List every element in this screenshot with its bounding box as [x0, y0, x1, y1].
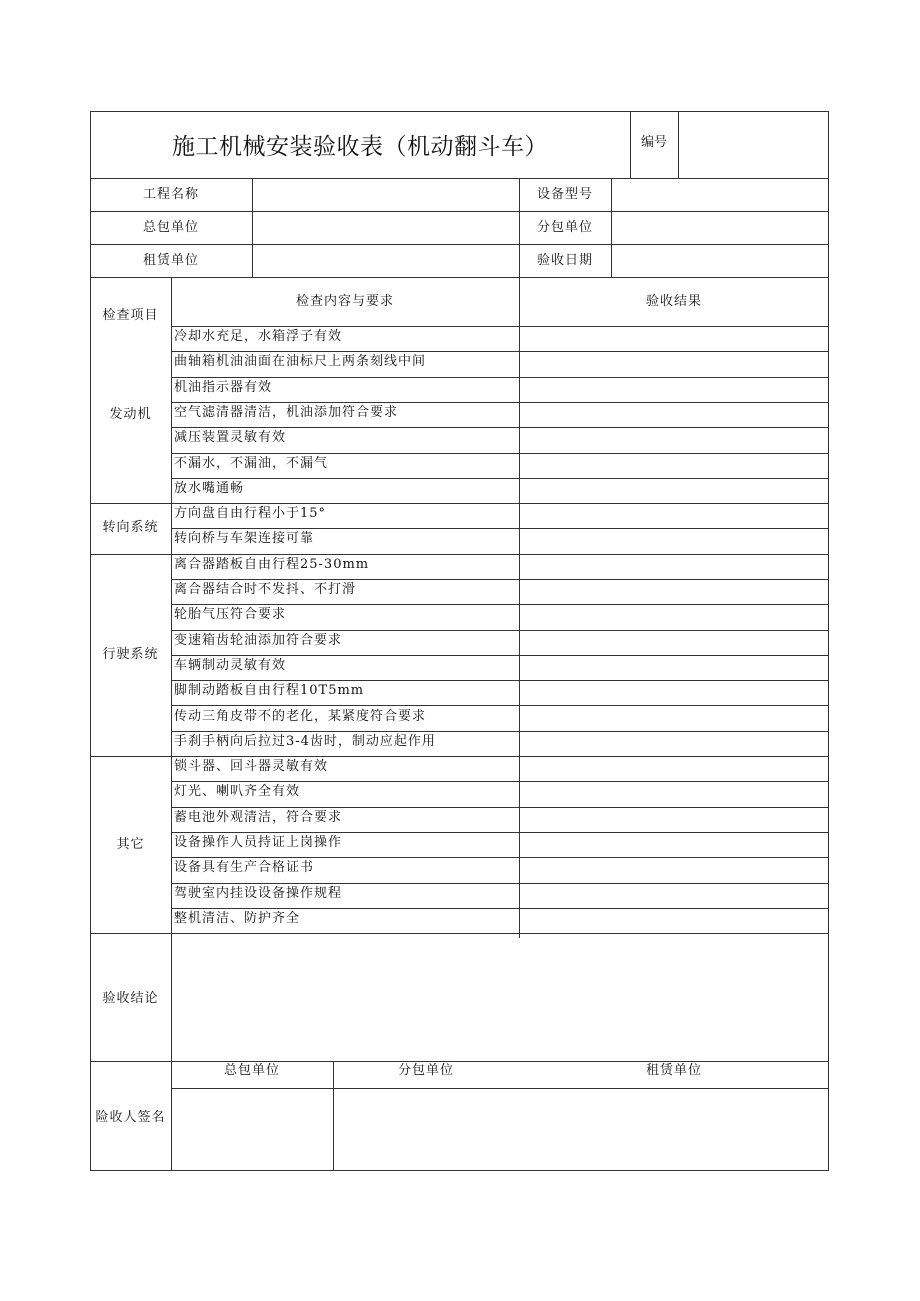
grid-line [171, 377, 829, 378]
check-item-text: 轮胎气压符合要求 [174, 607, 287, 623]
grid-line [171, 857, 829, 858]
grid-line [171, 604, 829, 605]
check-result-cell[interactable] [520, 428, 827, 451]
check-result-cell[interactable] [520, 808, 827, 831]
check-result-cell[interactable] [520, 454, 827, 477]
check-result-cell[interactable] [520, 681, 827, 704]
number-label: 编号 [640, 135, 667, 150]
grid-line [171, 478, 829, 479]
check-result-cell[interactable] [520, 858, 827, 881]
col-content-header: 检查内容与要求 [295, 294, 394, 309]
sign-general-contractor: 总包单位 [223, 1063, 280, 1078]
check-item-text: 放水嘴通畅 [174, 480, 245, 496]
grid-line [171, 908, 829, 909]
form-title: 施工机械安装验收表（机动翻斗车） [172, 134, 548, 160]
grid-line [90, 111, 91, 1171]
check-item-text: 冷却水充足，水箱浮子有效 [174, 329, 343, 344]
check-result-cell[interactable] [520, 782, 827, 805]
check-item-text: 设备操作人员持证上岗操作 [174, 835, 343, 850]
check-result-cell[interactable] [520, 757, 827, 780]
check-result-cell[interactable] [520, 732, 827, 755]
grid-line [171, 680, 829, 681]
sign-lessor: 租赁单位 [645, 1063, 702, 1078]
grid-line [171, 807, 829, 808]
check-item-text: 蓄电池外观清洁，符合要求 [174, 809, 343, 825]
grid-line [171, 326, 829, 327]
check-item-text: 整机清洁、防护齐全 [174, 910, 301, 926]
grid-line [611, 178, 612, 278]
grid-line [90, 1170, 829, 1171]
sign-box-general[interactable] [172, 1089, 332, 1170]
sign-subcontractor: 分包单位 [397, 1063, 454, 1078]
sign-box-sub[interactable] [334, 1089, 518, 1170]
grid-line [171, 655, 829, 656]
grid-line [171, 453, 829, 454]
check-item-text: 锁斗器、回斗器灵敏有效 [174, 759, 329, 775]
check-group-name: 发动机 [109, 407, 152, 422]
check-item-text: 空气滤清器清洁，机油添加符合要求 [174, 404, 399, 420]
grid-line [90, 111, 829, 112]
check-item-text: 离合器结合时不发抖、不打滑 [174, 582, 357, 597]
check-result-cell[interactable] [520, 327, 827, 350]
grid-line [171, 1088, 829, 1089]
grid-line [171, 832, 829, 833]
grid-line [519, 178, 520, 278]
check-item-text: 离合器踏板自由行程25-30mm [174, 556, 370, 572]
grid-line [90, 178, 829, 179]
sign-box-lessor[interactable] [520, 1089, 828, 1170]
grid-line [90, 756, 829, 757]
grid-line [333, 1061, 334, 1171]
check-result-cell[interactable] [520, 707, 827, 730]
check-result-cell[interactable] [520, 555, 827, 578]
check-result-cell[interactable] [520, 529, 827, 552]
grid-line [171, 528, 829, 529]
grid-line [90, 1061, 829, 1062]
check-item-text: 灯光、喇叭齐全有效 [174, 784, 301, 800]
grid-line [171, 781, 829, 782]
check-group-name: 转向系统 [102, 520, 159, 535]
model-label: 设备型号 [536, 187, 593, 202]
grid-line [630, 111, 631, 179]
grid-line [171, 402, 829, 403]
check-result-cell[interactable] [520, 479, 827, 502]
check-item-text: 机油指示器有效 [174, 379, 273, 395]
check-item-text: 驾驶室内挂设设备操作规程 [174, 885, 343, 901]
check-result-cell[interactable] [520, 909, 827, 932]
inspection-date-label: 验收日期 [536, 253, 593, 268]
col-result-header: 验收结果 [645, 294, 702, 309]
conclusion-label: 验收结论 [102, 991, 159, 1006]
check-group-name: 行驶系统 [102, 647, 159, 662]
project-name-label: 工程名称 [142, 187, 199, 202]
signature-label: 险收人签名 [95, 1110, 166, 1125]
grid-line [90, 244, 829, 245]
check-result-cell[interactable] [520, 631, 827, 654]
grid-line [171, 630, 829, 631]
check-item-text: 曲轴箱机油油面在油标尺上两条刻线中间 [174, 354, 427, 370]
check-result-cell[interactable] [520, 605, 827, 628]
check-group-name: 其它 [116, 837, 145, 852]
grid-line [252, 178, 253, 278]
general-contractor-label: 总包单位 [142, 220, 199, 235]
check-item-text: 变速箱齿轮油添加符合要求 [174, 632, 343, 648]
check-result-cell[interactable] [520, 884, 827, 907]
subcontractor-label: 分包单位 [536, 220, 593, 235]
check-item-text: 方向盘自由行程小于15° [174, 506, 327, 522]
check-result-cell[interactable] [520, 580, 827, 603]
check-item-text: 脚制动踏板自由行程10T5mm [174, 683, 365, 699]
check-item-text: 传动三角皮带不的老化，某紧度符合要求 [174, 708, 427, 724]
check-result-cell[interactable] [520, 656, 827, 679]
grid-line [828, 111, 829, 1171]
check-item-text: 转向桥与车架连接可靠 [174, 531, 315, 547]
grid-line [171, 427, 829, 428]
lessor-label: 租赁单位 [142, 253, 199, 268]
grid-line [90, 211, 829, 212]
check-item-text: 设备具有生产合格证书 [174, 860, 315, 876]
check-item-text: 手刹手柄向后拉过3-4齿时，制动应起作用 [174, 733, 436, 749]
check-result-cell[interactable] [520, 352, 827, 375]
grid-line [171, 883, 829, 884]
check-item-text: 不漏水，不漏油，不漏气 [174, 455, 329, 471]
check-item-text: 车辆制动灵敏有效 [174, 657, 287, 673]
grid-line [171, 277, 172, 1171]
grid-line [90, 503, 829, 504]
check-result-cell[interactable] [520, 403, 827, 426]
check-result-cell[interactable] [520, 378, 827, 401]
check-result-cell[interactable] [520, 833, 827, 856]
grid-line [678, 111, 679, 179]
grid-line [171, 579, 829, 580]
grid-line [171, 351, 829, 352]
col-item-header: 检查项目 [102, 308, 159, 323]
check-result-cell[interactable] [520, 504, 827, 527]
grid-line [171, 705, 829, 706]
check-item-text: 减压装置灵敏有效 [174, 430, 287, 446]
grid-line [90, 933, 829, 934]
grid-line [90, 554, 829, 555]
grid-line [171, 731, 829, 732]
grid-line [90, 277, 829, 278]
